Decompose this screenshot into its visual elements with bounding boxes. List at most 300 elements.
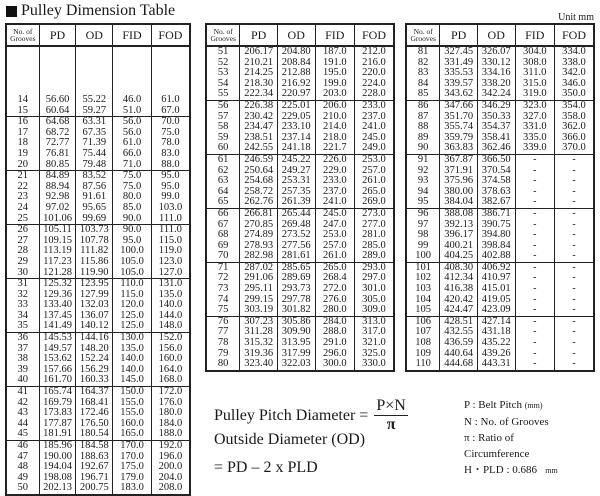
- cell-pd: 416.38: [440, 284, 478, 295]
- cell-od: 370.54: [477, 166, 515, 177]
- cell-fid: 195.0: [315, 68, 354, 79]
- cell-fod: 216.0: [354, 58, 394, 69]
- cell-fid: -: [515, 220, 554, 231]
- cell-fod: 325.0: [354, 349, 394, 360]
- table-row: [6, 95, 190, 106]
- cell-od: 249.27: [277, 166, 315, 177]
- cell-grooves: 63: [206, 176, 240, 187]
- cell-fod: 237.0: [354, 112, 394, 123]
- cell-pd: 380.00: [440, 187, 478, 198]
- cell-fid: -: [515, 273, 554, 284]
- cell-fod: 135.0: [151, 290, 190, 301]
- cell-pd: 266.81: [240, 208, 278, 219]
- cell-fid: 56.0: [113, 117, 152, 128]
- table-row: [6, 321, 190, 332]
- cell-fod: 265.0: [354, 187, 394, 198]
- cell-pd: 375.96: [440, 176, 478, 187]
- cell-od: 293.73: [277, 284, 315, 295]
- cell-grooves: 17: [6, 128, 39, 139]
- cell-od: 212.88: [277, 68, 315, 79]
- cell-fid: 191.0: [315, 58, 354, 69]
- cell-fid: 300.0: [315, 359, 354, 371]
- cell-pd: 60.64: [39, 106, 76, 117]
- cell-fid: 71.0: [113, 160, 152, 171]
- cell-fid: -: [515, 208, 554, 219]
- cell-pd: 303.19: [240, 305, 278, 316]
- cell-grooves: 67: [206, 220, 240, 231]
- cell-od: 140.12: [76, 321, 113, 332]
- cell-fid: -: [515, 154, 554, 165]
- cell-fod: 156.0: [151, 344, 190, 355]
- cell-od: 136.07: [76, 311, 113, 322]
- legend-pi-2: Circumference: [464, 448, 530, 460]
- cell-grooves: 91: [406, 154, 440, 165]
- cell-fid: -: [515, 295, 554, 306]
- cell-grooves: 20: [6, 160, 39, 171]
- table-row: [206, 305, 394, 316]
- cell-pd: 113.19: [39, 246, 76, 257]
- cell-fod: 366.0: [554, 133, 594, 144]
- table-row: [206, 154, 394, 165]
- cell-fod: -: [554, 208, 594, 219]
- cell-fod: 261.0: [354, 176, 394, 187]
- cell-fid: 280.0: [315, 305, 354, 316]
- cell-grooves: 68: [206, 230, 240, 241]
- cell-pd: 331.49: [440, 58, 478, 69]
- cell-fod: 233.0: [354, 100, 394, 111]
- cell-pd: 121.28: [39, 268, 76, 279]
- header-od: OD: [76, 24, 113, 46]
- cell-fid: -: [515, 251, 554, 262]
- legend-p-unit: (mm): [524, 401, 543, 410]
- cell-pd: 436.59: [440, 338, 478, 349]
- cell-fid: 170.0: [113, 452, 152, 463]
- cell-fod: 358.0: [554, 112, 594, 123]
- cell-fid: 272.0: [315, 284, 354, 295]
- cell-fod: -: [554, 295, 594, 306]
- cell-fid: 100.0: [113, 246, 152, 257]
- cell-pd: 68.72: [39, 128, 76, 139]
- cell-fid: -: [515, 359, 554, 371]
- cell-od: 443.31: [477, 359, 515, 371]
- cell-fod: 362.0: [554, 122, 594, 133]
- header-fod: FOD: [151, 24, 190, 46]
- cell-fid: 323.0: [515, 100, 554, 111]
- cell-fod: 188.0: [151, 429, 190, 440]
- cell-pd: 198.08: [39, 473, 76, 484]
- cell-pd: 258.72: [240, 187, 278, 198]
- header-grooves: No. of Grooves: [206, 24, 240, 46]
- cell-pd: 185.96: [39, 441, 76, 452]
- cell-pd: 80.85: [39, 160, 76, 171]
- cell-od: 342.24: [477, 89, 515, 100]
- cell-grooves: 51: [206, 46, 240, 58]
- cell-pd: 408.30: [440, 262, 478, 273]
- cell-fid: 187.0: [315, 46, 354, 58]
- table-row: [6, 429, 190, 440]
- cell-pd: 76.81: [39, 149, 76, 160]
- cell-fid: 155.0: [113, 398, 152, 409]
- cell-od: 123.95: [76, 279, 113, 290]
- cell-grooves: 77: [206, 327, 240, 338]
- cell-fod: -: [554, 316, 594, 327]
- cell-grooves: 48: [6, 462, 39, 473]
- cell-grooves: 87: [406, 112, 440, 123]
- cell-od: 305.86: [277, 316, 315, 327]
- table-row: [406, 197, 594, 208]
- table-row: [406, 359, 594, 371]
- cell-fod: 144.0: [151, 311, 190, 322]
- cell-fid: 165.0: [113, 429, 152, 440]
- cell-fod: 273.0: [354, 208, 394, 219]
- table-row: [406, 208, 594, 219]
- cell-grooves: 16: [6, 117, 39, 128]
- cell-grooves: 15: [6, 106, 39, 117]
- cell-grooves: 62: [206, 166, 240, 177]
- cell-pd: 105.11: [39, 225, 76, 236]
- cell-pd: 282.98: [240, 251, 278, 262]
- cell-pd: 181.91: [39, 429, 76, 440]
- cell-fod: 103.0: [151, 203, 190, 214]
- cell-grooves: 106: [406, 316, 440, 327]
- cell-grooves: 35: [6, 321, 39, 332]
- cell-od: 366.50: [477, 154, 515, 165]
- cell-pd: 226.38: [240, 100, 278, 111]
- cell-fid: 125.0: [113, 321, 152, 332]
- table-row: [6, 375, 190, 386]
- cell-fid: 115.0: [113, 290, 152, 301]
- cell-od: 55.22: [76, 95, 113, 106]
- table-row: [6, 149, 190, 160]
- cell-od: 354.37: [477, 122, 515, 133]
- cell-fod: -: [554, 305, 594, 316]
- cell-fod: 75.0: [151, 128, 190, 139]
- cell-grooves: 80: [206, 359, 240, 371]
- cell-pd: 270.85: [240, 220, 278, 231]
- cell-grooves: 29: [6, 257, 39, 268]
- cell-pd: 400.21: [440, 241, 478, 252]
- cell-grooves: 65: [206, 197, 240, 208]
- cell-fod: 70.0: [151, 117, 190, 128]
- cell-fid: -: [515, 241, 554, 252]
- formula-legend: [464, 397, 558, 479]
- cell-fid: 203.0: [315, 89, 354, 100]
- cell-pd: 291.06: [240, 273, 278, 284]
- cell-fid: 237.0: [315, 187, 354, 198]
- cell-fid: 327.0: [515, 112, 554, 123]
- cell-fid: 210.0: [315, 112, 354, 123]
- cell-fid: 155.0: [113, 408, 152, 419]
- cell-grooves: 102: [406, 273, 440, 284]
- cell-od: 220.97: [277, 89, 315, 100]
- cell-fid: 229.0: [315, 166, 354, 177]
- cell-fod: 148.0: [151, 321, 190, 332]
- cell-od: 415.01: [477, 284, 515, 295]
- cell-pd: 432.55: [440, 327, 478, 338]
- cell-od: 241.18: [277, 143, 315, 154]
- cell-pd: 218.30: [240, 79, 278, 90]
- cell-fod: 95.0: [151, 171, 190, 182]
- cell-od: 83.52: [76, 171, 113, 182]
- cell-od: 382.67: [477, 197, 515, 208]
- dimension-table-3: [405, 23, 595, 372]
- cell-pd: 246.59: [240, 154, 278, 165]
- cell-od: 168.41: [76, 398, 113, 409]
- cell-pd: 133.40: [39, 300, 76, 311]
- cell-grooves: 27: [6, 236, 39, 247]
- cell-pd: 355.74: [440, 122, 478, 133]
- cell-pd: 359.79: [440, 133, 478, 144]
- table-row: [206, 100, 394, 111]
- legend-h: [464, 462, 558, 479]
- cell-fid: 233.0: [315, 176, 354, 187]
- cell-fod: 269.0: [354, 197, 394, 208]
- table-row: [6, 257, 190, 268]
- cell-pd: 299.15: [240, 295, 278, 306]
- table-row: [6, 203, 190, 214]
- cell-fod: 370.0: [554, 143, 594, 154]
- cell-od: 330.12: [477, 58, 515, 69]
- cell-pd: 92.98: [39, 192, 76, 203]
- cell-fid: 247.0: [315, 220, 354, 231]
- cell-fid: -: [515, 197, 554, 208]
- table-row: [406, 46, 594, 58]
- cell-pd: 323.40: [240, 359, 278, 371]
- cell-fid: 66.0: [113, 149, 152, 160]
- cell-pd: 177.87: [39, 419, 76, 430]
- header-fid: FID: [113, 24, 152, 46]
- cell-fid: 226.0: [315, 154, 354, 165]
- cell-pd: 238.51: [240, 133, 278, 144]
- cell-grooves: 47: [6, 452, 39, 463]
- cell-od: 225.01: [277, 100, 315, 111]
- cell-pd: 347.66: [440, 100, 478, 111]
- cell-pd: 97.02: [39, 203, 76, 214]
- cell-fod: 111.0: [151, 214, 190, 225]
- cell-fid: 311.0: [515, 68, 554, 79]
- cell-grooves: 36: [6, 333, 39, 344]
- cell-od: 99.69: [76, 214, 113, 225]
- table-row: [6, 214, 190, 225]
- cell-grooves: 97: [406, 220, 440, 231]
- cell-grooves: 79: [206, 349, 240, 360]
- cell-fid: 218.0: [315, 133, 354, 144]
- cell-pd: 371.91: [440, 166, 478, 177]
- legend-p: [464, 397, 558, 414]
- cell-grooves: 50: [6, 483, 39, 495]
- cell-od: 233.10: [277, 122, 315, 133]
- cell-od: 237.14: [277, 133, 315, 144]
- cell-pd: 56.60: [39, 95, 76, 106]
- cell-grooves: 76: [206, 316, 240, 327]
- cell-fid: 80.0: [113, 192, 152, 203]
- cell-od: 394.80: [477, 230, 515, 241]
- cell-od: 402.88: [477, 251, 515, 262]
- cell-fod: 309.0: [354, 305, 394, 316]
- cell-fod: -: [554, 284, 594, 295]
- cell-od: 322.03: [277, 359, 315, 371]
- cell-pd: 295.11: [240, 284, 278, 295]
- cell-fod: 67.0: [151, 106, 190, 117]
- cell-grooves: 55: [206, 89, 240, 100]
- table-row: [206, 197, 394, 208]
- cell-pd: 214.25: [240, 68, 278, 79]
- cell-grooves: 66: [206, 208, 240, 219]
- cell-fod: 305.0: [354, 295, 394, 306]
- cell-grooves: 104: [406, 295, 440, 306]
- cell-fid: -: [515, 349, 554, 360]
- cell-fod: 350.0: [554, 89, 594, 100]
- header-fid: FID: [315, 24, 354, 46]
- cell-grooves: 89: [406, 133, 440, 144]
- cell-fid: 315.0: [515, 79, 554, 90]
- cell-pd: 339.57: [440, 79, 478, 90]
- cell-od: 216.92: [277, 79, 315, 90]
- od-label: Outside Diameter (OD): [214, 431, 366, 448]
- cell-fod: 317.0: [354, 327, 394, 338]
- cell-fod: -: [554, 166, 594, 177]
- cell-grooves: 72: [206, 273, 240, 284]
- cell-grooves: 23: [6, 192, 39, 203]
- cell-pd: 367.87: [440, 154, 478, 165]
- cell-grooves: 95: [406, 197, 440, 208]
- cell-grooves: 100: [406, 251, 440, 262]
- cell-fid: 288.0: [315, 327, 354, 338]
- cell-grooves: 56: [206, 100, 240, 111]
- cell-pd: 424.47: [440, 305, 478, 316]
- square-bullet-icon: [6, 6, 17, 17]
- cell-grooves: 107: [406, 327, 440, 338]
- cell-pd: 343.62: [440, 89, 478, 100]
- cell-fid: 135.0: [113, 344, 152, 355]
- cell-pd: 145.53: [39, 333, 76, 344]
- cell-grooves: 69: [206, 241, 240, 252]
- table-row: [6, 160, 190, 171]
- cell-od: 265.44: [277, 208, 315, 219]
- cell-grooves: 70: [206, 251, 240, 262]
- cell-od: 91.61: [76, 192, 113, 203]
- cell-fod: 301.0: [354, 284, 394, 295]
- cell-pd: 274.89: [240, 230, 278, 241]
- cell-fid: 160.0: [113, 419, 152, 430]
- cell-fod: -: [554, 262, 594, 273]
- cell-od: 59.27: [76, 106, 113, 117]
- cell-pd: 315.32: [240, 338, 278, 349]
- cell-fid: -: [515, 305, 554, 316]
- cell-od: 95.65: [76, 203, 113, 214]
- cell-grooves: 108: [406, 338, 440, 349]
- cell-od: 87.56: [76, 182, 113, 193]
- cell-fod: 313.0: [354, 316, 394, 327]
- cell-pd: 88.94: [39, 182, 76, 193]
- header-fod: FOD: [354, 24, 394, 46]
- table-row: [6, 268, 190, 279]
- cell-fod: 83.0: [151, 149, 190, 160]
- cell-od: 317.99: [277, 349, 315, 360]
- cell-pd: 384.04: [440, 197, 478, 208]
- cell-fid: 150.0: [113, 387, 152, 398]
- cell-grooves: 43: [6, 408, 39, 419]
- cell-fid: 179.0: [113, 473, 152, 484]
- cell-grooves: 33: [6, 300, 39, 311]
- cell-fod: 115.0: [151, 236, 190, 247]
- header-grooves: No. of Grooves: [6, 24, 39, 46]
- cell-pd: 190.00: [39, 452, 76, 463]
- cell-fid: 199.0: [315, 79, 354, 90]
- cell-pd: 202.13: [39, 483, 76, 495]
- cell-fid: 339.0: [515, 143, 554, 154]
- cell-grooves: 14: [6, 95, 39, 106]
- cell-fod: 285.0: [354, 241, 394, 252]
- cell-grooves: 19: [6, 149, 39, 160]
- cell-fid: 253.0: [315, 230, 354, 241]
- cell-grooves: 110: [406, 359, 440, 371]
- cell-pd: 84.89: [39, 171, 76, 182]
- cell-grooves: 78: [206, 338, 240, 349]
- cell-od: 419.05: [477, 295, 515, 306]
- cell-od: 188.63: [76, 452, 113, 463]
- cell-fod: 196.0: [151, 452, 190, 463]
- cell-fod: 321.0: [354, 338, 394, 349]
- cell-od: 103.73: [76, 225, 113, 236]
- cell-fod: 78.0: [151, 138, 190, 149]
- cell-fod: 204.0: [151, 473, 190, 484]
- cell-fod: -: [554, 273, 594, 284]
- cell-grooves: 101: [406, 262, 440, 273]
- cell-grooves: 109: [406, 349, 440, 360]
- cell-fid: 90.0: [113, 214, 152, 225]
- cell-fid: -: [515, 284, 554, 295]
- cell-od: 338.20: [477, 79, 515, 90]
- cell-od: 346.29: [477, 100, 515, 111]
- denominator: π: [386, 416, 396, 433]
- cell-fid: 110.0: [113, 279, 152, 290]
- cell-od: 79.48: [76, 160, 113, 171]
- cell-fid: 120.0: [113, 300, 152, 311]
- cell-fid: 145.0: [113, 375, 152, 386]
- cell-fid: 90.0: [113, 225, 152, 236]
- table-row: [206, 46, 394, 58]
- cell-grooves: 61: [206, 154, 240, 165]
- table-row: [206, 208, 394, 219]
- cell-od: 180.54: [76, 429, 113, 440]
- cell-od: 439.26: [477, 349, 515, 360]
- cell-fod: 220.0: [354, 68, 394, 79]
- cell-od: 362.46: [477, 143, 515, 154]
- cell-pd: 165.74: [39, 387, 76, 398]
- cell-fid: 268.4: [315, 273, 354, 284]
- cell-fid: 291.0: [315, 338, 354, 349]
- cell-pd: 278.93: [240, 241, 278, 252]
- cell-fid: 175.0: [113, 462, 152, 473]
- cell-grooves: 59: [206, 133, 240, 144]
- cell-od: 119.90: [76, 268, 113, 279]
- cell-grooves: 32: [6, 290, 39, 301]
- header-pd: PD: [39, 24, 76, 46]
- cell-fod: 99.0: [151, 192, 190, 203]
- cell-grooves: 81: [406, 46, 440, 58]
- cell-grooves: 44: [6, 419, 39, 430]
- cell-od: 204.80: [277, 46, 315, 58]
- cell-grooves: 37: [6, 344, 39, 355]
- cell-od: 277.56: [277, 241, 315, 252]
- cell-fid: 276.0: [315, 295, 354, 306]
- cell-fid: 105.0: [113, 268, 152, 279]
- cell-fod: -: [554, 154, 594, 165]
- cell-grooves: 83: [406, 68, 440, 79]
- cell-od: 107.78: [76, 236, 113, 247]
- cell-od: 435.22: [477, 338, 515, 349]
